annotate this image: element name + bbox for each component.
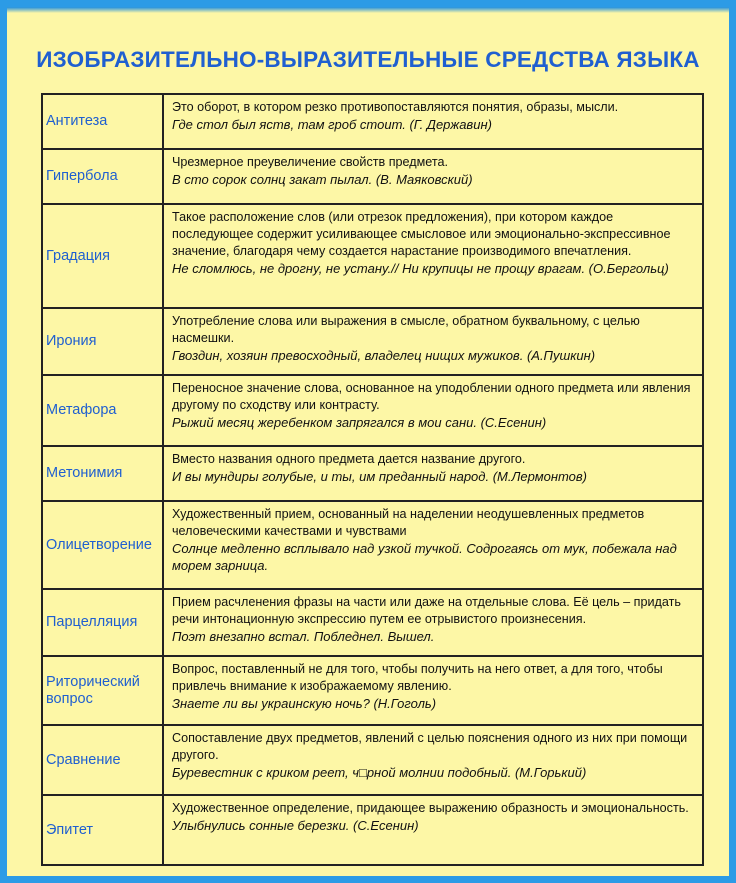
term-cell: Градация <box>43 205 164 307</box>
definition-text: Употребление слова или выражения в смысле, обратном буквальному, с целью насмешки. <box>172 314 640 345</box>
definition-text: Художественный прием, основанный на наделении неодушевленных предметов человеческими качествами и чувствами <box>172 507 645 538</box>
definition-cell <box>164 726 704 794</box>
table-row <box>43 502 704 590</box>
example-text: И вы мундиры голубые, и ты, им преданный народ. (М.Лермонтов) <box>172 469 588 484</box>
example-text: Гвоздин, хозяин превосходный, владелец нищих мужиков. (А.Пушкин) <box>172 348 596 363</box>
table-row <box>43 205 704 309</box>
table-row <box>43 376 704 447</box>
definition-cell <box>164 309 704 374</box>
definition-text: Это оборот, в котором резко противопоставляются понятия, образы, мысли. <box>172 100 619 114</box>
definition-text: Переносное значение слова, основанное на уподоблении одного предмета или явления другому по сходству или контрасту. <box>172 381 691 412</box>
term-cell: Гипербола <box>43 150 164 203</box>
table-row <box>43 726 704 796</box>
example-text: Улыбнулись сонные березки. (С.Есенин) <box>172 818 419 833</box>
example-text: Поэт внезапно встал. Побледнел. Вышел. <box>172 629 435 644</box>
definition-text: Прием расчленения фразы на части или даже на отдельные слова. Её цель – придать речи интонационную экспрессию путем ее отрывистого произнесения. <box>172 595 681 626</box>
definition-cell <box>164 590 704 655</box>
term-cell: Сравнение <box>43 726 164 794</box>
table-row <box>43 590 704 657</box>
definition-text: Вместо названия одного предмета дается название другого. <box>172 452 526 466</box>
table-row <box>43 95 704 150</box>
term-cell: Ирония <box>43 309 164 374</box>
table-row <box>43 657 704 726</box>
example-text: В сто сорок солнц закат пылал. (В. Маяковский) <box>172 172 473 187</box>
definition-text: Сопоставление двух предметов, явлений с целью пояснения одного из них при помощи другого. <box>172 731 688 762</box>
definition-text: Художественное определение, придающее выражению образность и эмоциональность. <box>172 801 689 815</box>
definition-cell <box>164 796 704 864</box>
table-row <box>43 150 704 205</box>
term-cell: Метонимия <box>43 447 164 500</box>
table-row <box>43 447 704 502</box>
definition-cell <box>164 447 704 500</box>
definition-text: Такое расположение слов (или отрезок предложения), при котором каждое последующее содержит усиливающее смысловое или эмоционально-экспрессивное значение, благодаря чему создается нарастание производимого впечатления. <box>172 210 671 258</box>
table-row <box>43 796 704 866</box>
example-text: Буревестник с криком реет, ч□рной молнии подобный. (М.Горький) <box>172 765 587 780</box>
term-cell: Антитеза <box>43 95 164 148</box>
definition-cell <box>164 376 704 445</box>
term-cell: Метафора <box>43 376 164 445</box>
terms-table <box>41 93 704 866</box>
term-cell: Риторический вопрос <box>43 657 164 724</box>
definition-cell <box>164 657 704 724</box>
example-text: Где стол был яств, там гроб стоит. (Г. Державин) <box>172 117 492 132</box>
definition-cell <box>164 205 704 307</box>
definition-text: Чрезмерное преувеличение свойств предмета. <box>172 155 448 169</box>
definition-text: Вопрос, поставленный не для того, чтобы получить на него ответ, а для того, чтобы привлечь внимание к изображаемому явлению. <box>172 662 663 693</box>
definition-cell <box>164 95 704 148</box>
example-text: Знаете ли вы украинскую ночь? (Н.Гоголь) <box>172 696 437 711</box>
table-row <box>43 309 704 376</box>
term-cell: Олицетворение <box>43 502 164 588</box>
poster-title: ИЗОБРАЗИТЕЛЬНО-ВЫРАЗИТЕЛЬНЫЕ СРЕДСТВА ЯЗЫКА <box>36 47 700 72</box>
definition-cell <box>164 502 704 588</box>
example-text: Солнце медленно всплывало над узкой тучкой. Содрогаясь от мук, побежала над морем зарница. <box>172 541 677 573</box>
term-cell: Парцелляция <box>43 590 164 655</box>
definition-cell <box>164 150 704 203</box>
example-text: Не сломлюсь, не дрогну, не устану.// Ни крупицы не прощу врагам. (О.Бергольц) <box>172 261 669 276</box>
example-text: Рыжий месяц жеребенком запрягался в мои сани. (С.Есенин) <box>172 415 547 430</box>
term-cell: Эпитет <box>43 796 164 864</box>
